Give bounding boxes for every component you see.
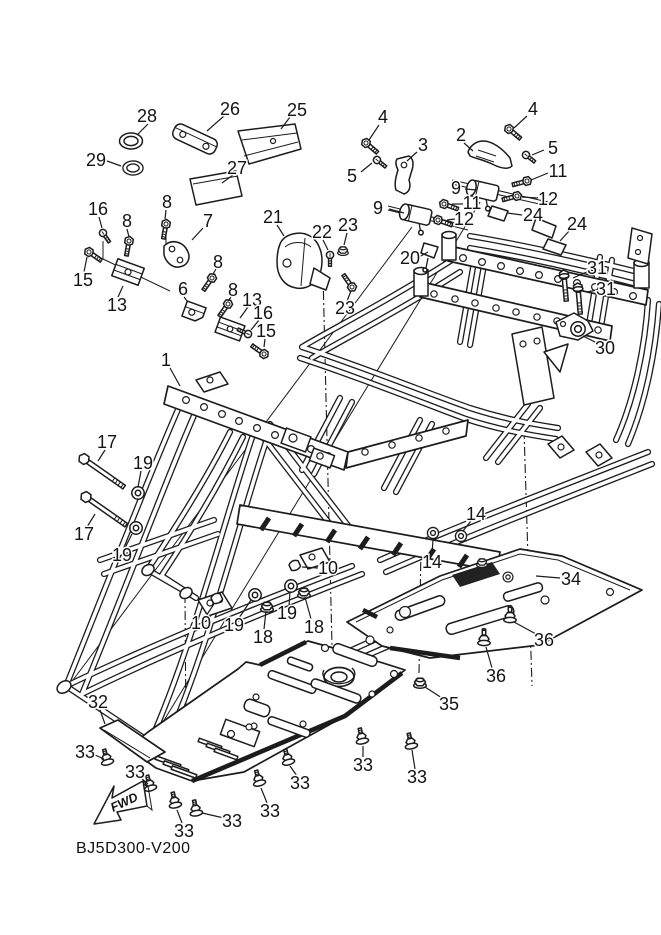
- callout-label-36: 36: [533, 630, 555, 650]
- callout-label-12: 12: [537, 189, 559, 209]
- callout-label-19: 19: [132, 453, 154, 473]
- callout-label-31: 31: [595, 279, 617, 299]
- callout-label-34: 34: [560, 569, 582, 589]
- leader-line: [305, 597, 311, 619]
- callout-label-7: 7: [202, 211, 214, 231]
- callout-label-5: 5: [547, 138, 559, 158]
- o-ring-29: [123, 161, 143, 175]
- leader-line: [369, 125, 379, 140]
- callout-label-20: 20: [399, 248, 421, 268]
- callout-label-26: 26: [219, 99, 241, 119]
- callout-label-2: 2: [455, 125, 467, 145]
- callout-label-33: 33: [74, 742, 96, 762]
- leader-line: [507, 213, 522, 215]
- callout-label-29: 29: [85, 150, 107, 170]
- callout-label-19: 19: [276, 603, 298, 623]
- callout-label-3: 3: [417, 135, 429, 155]
- callout-label-32: 32: [87, 692, 109, 712]
- callout-label-8: 8: [212, 252, 224, 272]
- callout-label-17: 17: [73, 524, 95, 544]
- callout-label-24: 24: [522, 205, 544, 225]
- callout-label-17: 17: [96, 432, 118, 452]
- callout-label-5: 5: [346, 166, 358, 186]
- bracket-6: [182, 301, 206, 323]
- callout-label-33: 33: [259, 801, 281, 821]
- callout-label-33: 33: [352, 755, 374, 775]
- callout-label-25: 25: [286, 100, 308, 120]
- leader-line: [514, 116, 527, 128]
- callout-label-33: 33: [124, 762, 146, 782]
- leader-line: [170, 368, 180, 386]
- callout-label-4: 4: [377, 107, 389, 127]
- callout-label-30: 30: [594, 338, 616, 358]
- mount-9b: [396, 203, 433, 236]
- bolt-17a: [77, 452, 127, 491]
- leader-line: [138, 471, 141, 487]
- callout-label-13: 13: [241, 290, 263, 310]
- callout-label-10: 10: [317, 558, 339, 578]
- callout-label-4: 4: [527, 99, 539, 119]
- callout-label-8: 8: [227, 280, 239, 300]
- callout-label-35: 35: [438, 694, 460, 714]
- leader-line: [202, 813, 224, 818]
- callout-label-9: 9: [372, 198, 384, 218]
- callout-label-8: 8: [161, 192, 173, 212]
- leader-line: [531, 173, 548, 180]
- callout-label-22: 22: [311, 222, 333, 242]
- bolt-31b: [573, 283, 585, 315]
- damper-24a: [488, 206, 508, 221]
- callout-label-10: 10: [190, 613, 212, 633]
- leader-line: [522, 197, 538, 198]
- callout-label-1: 1: [160, 350, 172, 370]
- callout-label-12: 12: [453, 209, 475, 229]
- callout-label-13: 13: [106, 295, 128, 315]
- callout-label-8: 8: [121, 211, 133, 231]
- bracket-2: [468, 141, 512, 168]
- pouch-25: [238, 124, 301, 164]
- callout-label-36: 36: [485, 666, 507, 686]
- callout-label-23: 23: [337, 215, 359, 235]
- fwd-arrow-label: FWD: [108, 789, 141, 815]
- callout-label-33: 33: [173, 821, 195, 841]
- callout-label-16: 16: [252, 303, 274, 323]
- part-code-label: BJ5D300-V200: [76, 840, 191, 857]
- callout-label-9: 9: [450, 178, 462, 198]
- callout-label-16: 16: [87, 199, 109, 219]
- callout-label-18: 18: [303, 617, 325, 637]
- callout-label-15: 15: [255, 321, 277, 341]
- callout-label-33: 33: [289, 773, 311, 793]
- callout-label-18: 18: [252, 627, 274, 647]
- leader-line: [107, 161, 121, 166]
- callout-label-24: 24: [566, 214, 588, 234]
- callout-label-14: 14: [465, 504, 487, 524]
- o-ring-28: [120, 133, 143, 149]
- callout-label-23: 23: [334, 298, 356, 318]
- callout-label-19: 19: [111, 545, 133, 565]
- leader-line: [361, 163, 372, 172]
- callout-label-14: 14: [421, 552, 443, 572]
- callout-label-33: 33: [406, 767, 428, 787]
- leader-line: [192, 228, 203, 240]
- bracket-13a: [112, 259, 144, 285]
- callout-label-31: 31: [586, 258, 608, 278]
- fwd-arrow: [94, 781, 152, 824]
- callout-label-28: 28: [136, 106, 158, 126]
- callout-label-27: 27: [226, 158, 248, 178]
- callout-label-6: 6: [177, 279, 189, 299]
- callout-label-19: 19: [223, 615, 245, 635]
- callout-label-21: 21: [262, 207, 284, 227]
- bracket-7: [164, 242, 189, 267]
- callout-label-11: 11: [548, 161, 568, 181]
- leader-line: [532, 150, 544, 155]
- callout-label-15: 15: [72, 270, 94, 290]
- callout-label-33: 33: [221, 811, 243, 831]
- callout-label-11: 11: [462, 193, 482, 213]
